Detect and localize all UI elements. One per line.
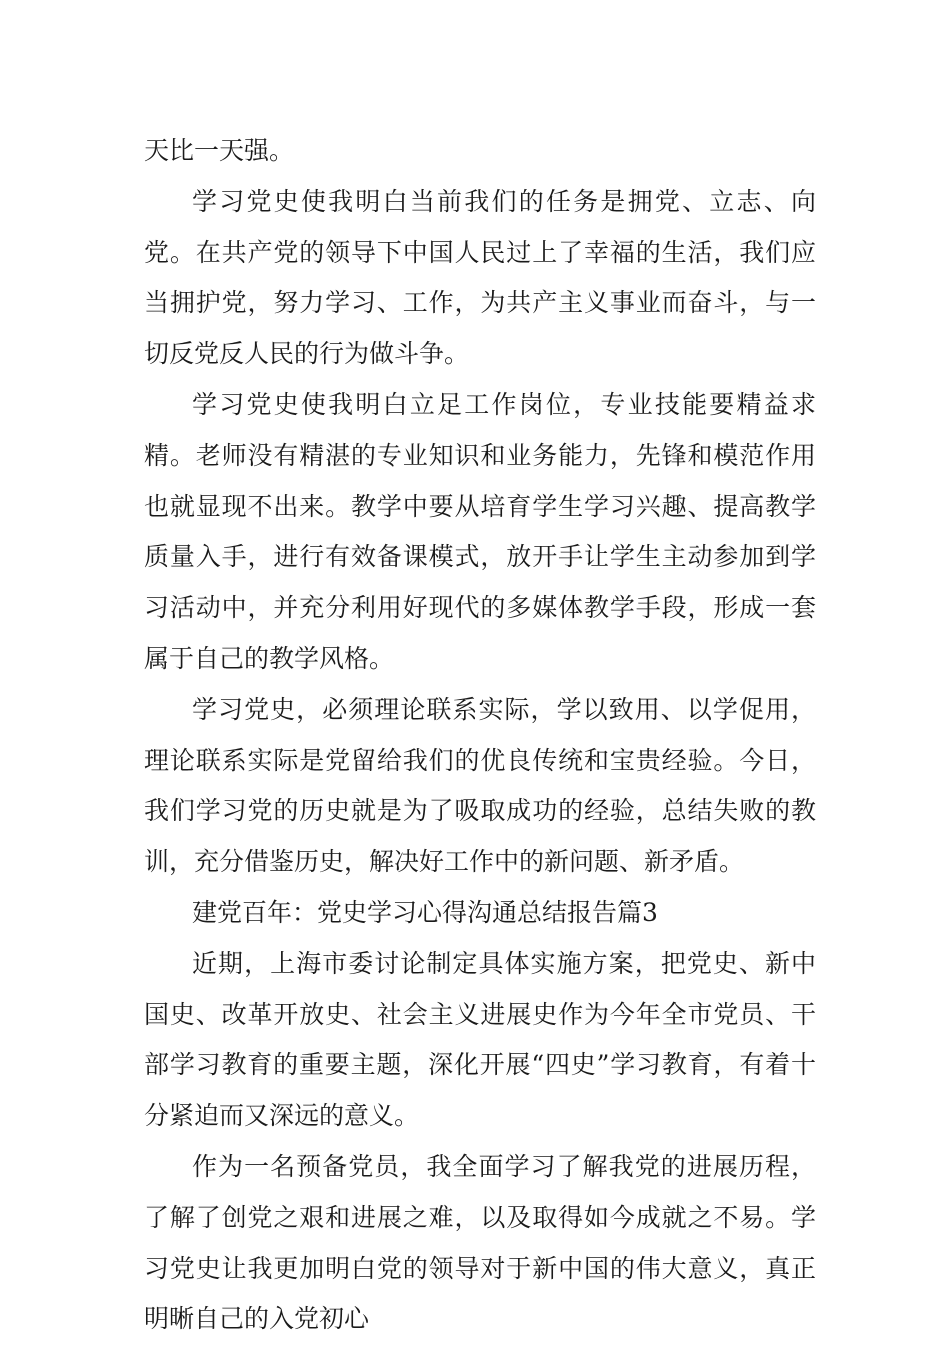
section-heading: 建党百年：党史学习心得沟通总结报告篇3 — [192, 897, 658, 927]
document-body — [144, 126, 816, 1345]
paragraph-theory-practice: 学习党史，必须理论联系实际，学以致用、以学促用，理论联系实际是党留给我们的优良传统和宝贵经验。今日，我们学习党的历史就是为了吸取成功的经验，总结失败的教训，充分借鉴历史，解决好工作中的新问题、新矛盾。 — [144, 694, 816, 877]
paragraph-shanghai: 近期，上海市委讨论制定具体实施方案，把党史、新中国史、改革开放史、社会主义进展史作为今年全市党员、干部学习教育的重要主题，深化开展“四史”学习教育，有着十分紧迫而又深远的意义。 — [144, 948, 816, 1131]
paragraph-task: 学习党史使我明白当前我们的任务是拥党、立志、向党。在共产党的领导下中国人民过上了幸福的生活，我们应当拥护党，努力学习、工作，为共产主义事业而奋斗，与一切反党反人民的行为做斗争。 — [144, 186, 816, 369]
paragraph-probationary-member: 作为一名预备党员，我全面学习了解我党的进展历程，了解了创党之艰和进展之难，以及取得如今成就之不易。学习党史让我更加明白党的领导对于新中国的伟大意义，真正明晰自己的入党初心 — [144, 1151, 816, 1334]
paragraph-skills: 学习党史使我明白立足工作岗位，专业技能要精益求精。老师没有精湛的专业知识和业务能力，先锋和模范作用也就显现不出来。教学中要从培育学生学习兴趣、提高教学质量入手，进行有效备课模式，放开手让学生主动参加到学习活动中，并充分利用好现代的多媒体教学手段，形成一套属于自己的教学风格。 — [144, 389, 816, 673]
paragraph-continuation: 天比一天强。 — [144, 136, 295, 165]
